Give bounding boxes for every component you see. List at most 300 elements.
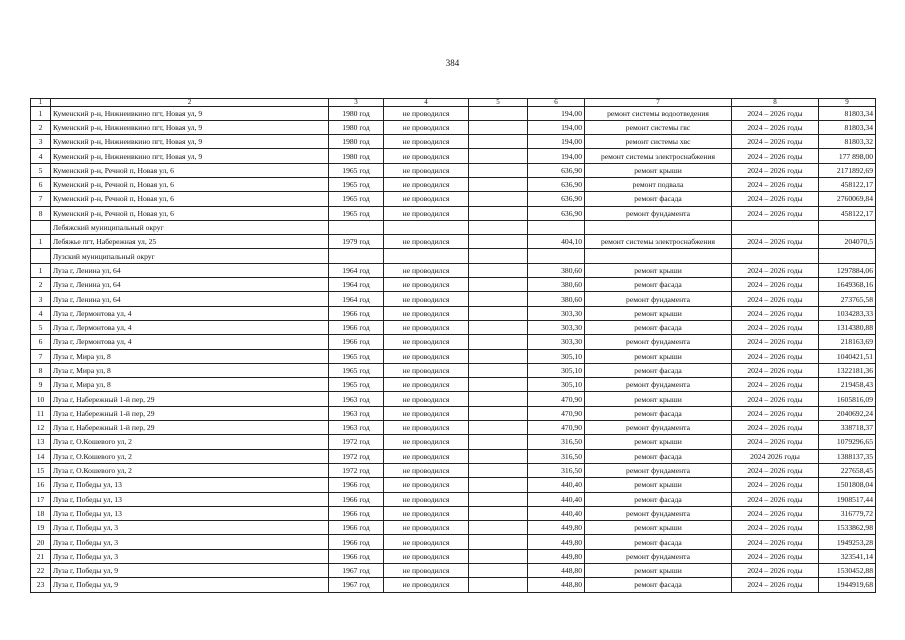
table-row (31, 292, 876, 306)
cost-cell: 1322181,36 (819, 363, 876, 377)
column-5-cell (469, 521, 528, 535)
area-cell: 380,60 (528, 278, 585, 292)
year-built-cell: 1967 год (329, 578, 384, 592)
area-cell: 440,40 (528, 506, 585, 520)
column-header: 1 (31, 99, 51, 107)
work-type-cell: ремонт фундамента (585, 421, 732, 435)
area-cell: 449,80 (528, 521, 585, 535)
address-cell: Луза г, Лермонтова ул, 4 (51, 320, 329, 334)
last-repair-cell: не проводился (384, 478, 469, 492)
period-cell: 2024 – 2026 годы (732, 320, 819, 334)
last-repair-cell: не проводился (384, 535, 469, 549)
row-number-cell: 8 (31, 363, 51, 377)
period-cell: 2024 – 2026 годы (732, 106, 819, 120)
last-repair-cell: не проводился (384, 306, 469, 320)
last-repair-cell: не проводился (384, 421, 469, 435)
last-repair-cell: не проводился (384, 335, 469, 349)
address-cell: Луза г, Победы ул, 9 (51, 564, 329, 578)
cost-cell: 1944919,68 (819, 578, 876, 592)
address-cell: Луза г, Победы ул, 3 (51, 521, 329, 535)
period-cell: 2024 – 2026 годы (732, 235, 819, 249)
last-repair-cell: не проводился (384, 149, 469, 163)
cost-cell: 177 898,00 (819, 149, 876, 163)
empty-cell (329, 220, 384, 234)
empty-cell (384, 249, 469, 263)
last-repair-cell: не проводился (384, 363, 469, 377)
row-number-cell: 15 (31, 463, 51, 477)
table-row (31, 406, 876, 420)
last-repair-cell: не проводился (384, 406, 469, 420)
table-row (31, 120, 876, 134)
last-repair-cell: не проводился (384, 449, 469, 463)
year-built-cell: 1965 год (329, 349, 384, 363)
address-cell: Луза г, Ленина ул, 64 (51, 278, 329, 292)
period-cell: 2024 – 2026 годы (732, 492, 819, 506)
area-cell: 636,90 (528, 206, 585, 220)
table-row (31, 478, 876, 492)
address-cell: Луза г, Ленина ул, 64 (51, 263, 329, 277)
table-row (31, 521, 876, 535)
address-cell: Луза г, Набережный 1-й пер, 29 (51, 421, 329, 435)
column-5-cell (469, 421, 528, 435)
last-repair-cell: не проводился (384, 192, 469, 206)
cost-cell: 1530452,88 (819, 564, 876, 578)
row-number-cell: 13 (31, 435, 51, 449)
last-repair-cell: не проводился (384, 120, 469, 134)
work-type-cell: ремонт крыши (585, 349, 732, 363)
row-number-cell: 5 (31, 320, 51, 334)
cost-cell: 1949253,28 (819, 535, 876, 549)
work-type-cell: ремонт фасада (585, 320, 732, 334)
area-cell: 316,50 (528, 449, 585, 463)
empty-cell (819, 249, 876, 263)
column-5-cell (469, 406, 528, 420)
area-cell: 404,10 (528, 235, 585, 249)
address-cell: Луза г, Победы ул, 13 (51, 492, 329, 506)
period-cell: 2024 – 2026 годы (732, 135, 819, 149)
row-number-cell: 6 (31, 177, 51, 191)
column-header: 3 (329, 99, 384, 107)
year-built-cell: 1966 год (329, 521, 384, 535)
repair-program-table (30, 98, 876, 593)
area-cell: 449,80 (528, 535, 585, 549)
cost-cell: 323541,14 (819, 549, 876, 563)
year-built-cell: 1972 год (329, 463, 384, 477)
last-repair-cell: не проводился (384, 549, 469, 563)
empty-cell (585, 249, 732, 263)
year-built-cell: 1966 год (329, 535, 384, 549)
area-cell: 470,90 (528, 392, 585, 406)
period-cell: 2024 2026 годы (732, 449, 819, 463)
row-number-cell: 21 (31, 549, 51, 563)
work-type-cell: ремонт фундамента (585, 506, 732, 520)
empty-cell (819, 220, 876, 234)
row-number-cell: 11 (31, 406, 51, 420)
year-built-cell: 1965 год (329, 163, 384, 177)
table-row (31, 506, 876, 520)
address-cell: Луза г, Набережный 1-й пер, 29 (51, 392, 329, 406)
column-header: 7 (585, 99, 732, 107)
table-row (31, 278, 876, 292)
cost-cell: 1388137,35 (819, 449, 876, 463)
table-row (31, 235, 876, 249)
area-cell: 470,90 (528, 406, 585, 420)
table-row (31, 349, 876, 363)
cost-cell: 81803,34 (819, 120, 876, 134)
year-built-cell: 1972 год (329, 435, 384, 449)
year-built-cell: 1980 год (329, 135, 384, 149)
column-header: 5 (469, 99, 528, 107)
address-cell: Луза г, Лермонтова ул, 4 (51, 335, 329, 349)
address-cell: Луза г, Победы ул, 13 (51, 478, 329, 492)
cost-cell: 1034283,33 (819, 306, 876, 320)
cost-cell: 1605816,09 (819, 392, 876, 406)
work-type-cell: ремонт крыши (585, 478, 732, 492)
area-cell: 636,90 (528, 177, 585, 191)
table-row (31, 306, 876, 320)
year-built-cell: 1963 год (329, 392, 384, 406)
cost-cell: 204070,5 (819, 235, 876, 249)
last-repair-cell: не проводился (384, 435, 469, 449)
period-cell: 2024 – 2026 годы (732, 435, 819, 449)
work-type-cell: ремонт крыши (585, 564, 732, 578)
year-built-cell: 1979 год (329, 235, 384, 249)
cost-cell: 338718,37 (819, 421, 876, 435)
year-built-cell: 1963 год (329, 406, 384, 420)
address-cell: Лебяжье пгт, Набережная ул, 25 (51, 235, 329, 249)
row-number-cell: 4 (31, 149, 51, 163)
period-cell: 2024 – 2026 годы (732, 478, 819, 492)
period-cell: 2024 – 2026 годы (732, 363, 819, 377)
column-header: 6 (528, 99, 585, 107)
year-built-cell: 1963 год (329, 421, 384, 435)
year-built-cell: 1966 год (329, 478, 384, 492)
last-repair-cell: не проводился (384, 349, 469, 363)
address-cell: Луза г, Лермонтова ул, 4 (51, 306, 329, 320)
work-type-cell: ремонт системы хвс (585, 135, 732, 149)
address-cell: Луза г, Победы ул, 9 (51, 578, 329, 592)
cost-cell: 1501808,04 (819, 478, 876, 492)
period-cell: 2024 – 2026 годы (732, 192, 819, 206)
last-repair-cell: не проводился (384, 106, 469, 120)
area-cell: 449,80 (528, 549, 585, 563)
area-cell: 305,10 (528, 349, 585, 363)
year-built-cell: 1966 год (329, 335, 384, 349)
table-row (31, 320, 876, 334)
cost-cell: 2171892,69 (819, 163, 876, 177)
year-built-cell: 1980 год (329, 149, 384, 163)
row-number-cell: 5 (31, 163, 51, 177)
table-row (31, 578, 876, 592)
last-repair-cell: не проводился (384, 463, 469, 477)
table-row (31, 135, 876, 149)
row-number-cell: 9 (31, 378, 51, 392)
work-type-cell: ремонт системы электроснабжения (585, 235, 732, 249)
row-number-cell: 2 (31, 278, 51, 292)
cost-cell: 2760069,84 (819, 192, 876, 206)
last-repair-cell: не проводился (384, 278, 469, 292)
cost-cell: 81803,32 (819, 135, 876, 149)
work-type-cell: ремонт крыши (585, 521, 732, 535)
column-5-cell (469, 449, 528, 463)
address-cell: Луза г, Мира ул, 8 (51, 363, 329, 377)
empty-cell (732, 220, 819, 234)
empty-cell (469, 220, 528, 234)
area-cell: 316,50 (528, 435, 585, 449)
last-repair-cell: не проводился (384, 378, 469, 392)
row-number-cell: 8 (31, 206, 51, 220)
address-cell: Луза г, Мира ул, 8 (51, 349, 329, 363)
work-type-cell: ремонт крыши (585, 163, 732, 177)
cost-cell: 273765,58 (819, 292, 876, 306)
year-built-cell: 1964 год (329, 292, 384, 306)
work-type-cell: ремонт фундамента (585, 335, 732, 349)
cost-cell: 1079296,65 (819, 435, 876, 449)
section-row (31, 220, 876, 234)
address-cell: Куменский р-н, Речной п, Новая ул, 6 (51, 206, 329, 220)
row-number-cell: 14 (31, 449, 51, 463)
work-type-cell: ремонт фасада (585, 449, 732, 463)
column-5-cell (469, 506, 528, 520)
last-repair-cell: не проводился (384, 292, 469, 306)
row-number-cell: 12 (31, 421, 51, 435)
period-cell: 2024 – 2026 годы (732, 506, 819, 520)
period-cell: 2024 – 2026 годы (732, 349, 819, 363)
period-cell: 2024 – 2026 годы (732, 177, 819, 191)
column-5-cell (469, 349, 528, 363)
period-cell: 2024 – 2026 годы (732, 163, 819, 177)
section-title: Лебяжский муниципальный округ (51, 220, 329, 234)
empty-cell (528, 220, 585, 234)
area-cell: 194,00 (528, 149, 585, 163)
table-row (31, 206, 876, 220)
address-cell: Куменский р-н, Речной п, Новая ул, 6 (51, 163, 329, 177)
cost-cell: 1533862,98 (819, 521, 876, 535)
period-cell: 2024 – 2026 годы (732, 120, 819, 134)
work-type-cell: ремонт крыши (585, 263, 732, 277)
work-type-cell: ремонт фасада (585, 192, 732, 206)
area-cell: 305,10 (528, 378, 585, 392)
address-cell: Луза г, Мира ул, 8 (51, 378, 329, 392)
last-repair-cell: не проводился (384, 135, 469, 149)
period-cell: 2024 – 2026 годы (732, 306, 819, 320)
table-row (31, 549, 876, 563)
last-repair-cell: не проводился (384, 492, 469, 506)
table-row (31, 435, 876, 449)
row-number-cell: 16 (31, 478, 51, 492)
row-number-cell: 2 (31, 120, 51, 134)
period-cell: 2024 – 2026 годы (732, 278, 819, 292)
address-cell: Куменский р-н, Нижнеивкино пгт, Новая ул, 9 (51, 135, 329, 149)
cost-cell: 81803,34 (819, 106, 876, 120)
empty-cell (528, 249, 585, 263)
column-5-cell (469, 564, 528, 578)
section-number-cell (31, 220, 51, 234)
period-cell: 2024 – 2026 годы (732, 578, 819, 592)
address-cell: Луза г, О.Кошевого ул, 2 (51, 449, 329, 463)
table-row (31, 392, 876, 406)
cost-cell: 1908517,44 (819, 492, 876, 506)
table-row (31, 492, 876, 506)
year-built-cell: 1965 год (329, 192, 384, 206)
column-5-cell (469, 492, 528, 506)
year-built-cell: 1980 год (329, 120, 384, 134)
empty-cell (585, 220, 732, 234)
work-type-cell: ремонт фундамента (585, 463, 732, 477)
area-cell: 440,40 (528, 492, 585, 506)
section-row (31, 249, 876, 263)
address-cell: Луза г, Победы ул, 3 (51, 535, 329, 549)
area-cell: 194,00 (528, 135, 585, 149)
row-number-cell: 1 (31, 263, 51, 277)
area-cell: 303,30 (528, 335, 585, 349)
column-5-cell (469, 106, 528, 120)
work-type-cell: ремонт подвала (585, 177, 732, 191)
cost-cell: 1649368,16 (819, 278, 876, 292)
cost-cell: 2040692,24 (819, 406, 876, 420)
work-type-cell: ремонт фасада (585, 535, 732, 549)
last-repair-cell: не проводился (384, 521, 469, 535)
area-cell: 380,60 (528, 263, 585, 277)
period-cell: 2024 – 2026 годы (732, 521, 819, 535)
cost-cell: 458122,17 (819, 206, 876, 220)
cost-cell: 316779,72 (819, 506, 876, 520)
year-built-cell: 1964 год (329, 263, 384, 277)
table-row (31, 149, 876, 163)
last-repair-cell: не проводился (384, 506, 469, 520)
period-cell: 2024 – 2026 годы (732, 421, 819, 435)
column-header: 4 (384, 99, 469, 107)
column-5-cell (469, 363, 528, 377)
row-number-cell: 17 (31, 492, 51, 506)
cost-cell: 1297884,06 (819, 263, 876, 277)
column-5-cell (469, 535, 528, 549)
row-number-cell: 3 (31, 292, 51, 306)
cost-cell: 1314380,88 (819, 320, 876, 334)
area-cell: 470,90 (528, 421, 585, 435)
row-number-cell: 6 (31, 335, 51, 349)
cost-cell: 1040421,51 (819, 349, 876, 363)
table-row (31, 421, 876, 435)
table-row (31, 535, 876, 549)
address-cell: Куменский р-н, Нижнеивкино пгт, Новая ул, 9 (51, 149, 329, 163)
page-number: 384 (445, 58, 460, 68)
address-cell: Куменский р-н, Речной п, Новая ул, 6 (51, 192, 329, 206)
work-type-cell: ремонт фундамента (585, 378, 732, 392)
column-5-cell (469, 235, 528, 249)
work-type-cell: ремонт фасада (585, 363, 732, 377)
period-cell: 2024 – 2026 годы (732, 392, 819, 406)
area-cell: 194,00 (528, 120, 585, 134)
table-row (31, 564, 876, 578)
row-number-cell: 20 (31, 535, 51, 549)
year-built-cell: 1972 год (329, 449, 384, 463)
address-cell: Луза г, О.Кошевого ул, 2 (51, 435, 329, 449)
area-cell: 303,30 (528, 306, 585, 320)
work-type-cell: ремонт системы гвс (585, 120, 732, 134)
empty-cell (469, 249, 528, 263)
table-row (31, 449, 876, 463)
year-built-cell: 1966 год (329, 320, 384, 334)
column-5-cell (469, 578, 528, 592)
column-5-cell (469, 177, 528, 191)
period-cell: 2024 – 2026 годы (732, 149, 819, 163)
column-5-cell (469, 549, 528, 563)
empty-cell (329, 249, 384, 263)
year-built-cell: 1966 год (329, 549, 384, 563)
section-number-cell (31, 249, 51, 263)
column-5-cell (469, 163, 528, 177)
table-row (31, 378, 876, 392)
period-cell: 2024 – 2026 годы (732, 549, 819, 563)
work-type-cell: ремонт фасада (585, 278, 732, 292)
area-cell: 303,30 (528, 320, 585, 334)
period-cell: 2024 – 2026 годы (732, 535, 819, 549)
period-cell: 2024 – 2026 годы (732, 463, 819, 477)
table-row (31, 192, 876, 206)
year-built-cell: 1980 год (329, 106, 384, 120)
last-repair-cell: не проводился (384, 320, 469, 334)
work-type-cell: ремонт фасада (585, 492, 732, 506)
area-cell: 448,80 (528, 564, 585, 578)
area-cell: 440,40 (528, 478, 585, 492)
column-5-cell (469, 278, 528, 292)
row-number-cell: 1 (31, 235, 51, 249)
table-row (31, 177, 876, 191)
column-header: 9 (819, 99, 876, 107)
area-cell: 448,80 (528, 578, 585, 592)
table-row (31, 163, 876, 177)
empty-cell (732, 249, 819, 263)
address-cell: Куменский р-н, Нижнеивкино пгт, Новая ул, 9 (51, 120, 329, 134)
period-cell: 2024 – 2026 годы (732, 406, 819, 420)
column-5-cell (469, 120, 528, 134)
column-5-cell (469, 378, 528, 392)
row-number-cell: 3 (31, 135, 51, 149)
address-cell: Куменский р-н, Речной п, Новая ул, 6 (51, 177, 329, 191)
address-cell: Куменский р-н, Нижнеивкино пгт, Новая ул, 9 (51, 106, 329, 120)
area-cell: 316,50 (528, 463, 585, 477)
column-5-cell (469, 435, 528, 449)
area-cell: 636,90 (528, 192, 585, 206)
table-row (31, 263, 876, 277)
column-5-cell (469, 192, 528, 206)
cost-cell: 227658,45 (819, 463, 876, 477)
address-cell: Луза г, О.Кошевого ул, 2 (51, 463, 329, 477)
work-type-cell: ремонт крыши (585, 392, 732, 406)
work-type-cell: ремонт крыши (585, 306, 732, 320)
work-type-cell: ремонт системы электроснабжения (585, 149, 732, 163)
row-number-cell: 22 (31, 564, 51, 578)
table-row (31, 363, 876, 377)
year-built-cell: 1965 год (329, 206, 384, 220)
column-header: 2 (51, 99, 329, 107)
period-cell: 2024 – 2026 годы (732, 564, 819, 578)
row-number-cell: 7 (31, 349, 51, 363)
address-cell: Луза г, Победы ул, 3 (51, 549, 329, 563)
area-cell: 194,00 (528, 106, 585, 120)
last-repair-cell: не проводился (384, 177, 469, 191)
table-row (31, 335, 876, 349)
year-built-cell: 1965 год (329, 177, 384, 191)
address-cell: Луза г, Победы ул, 13 (51, 506, 329, 520)
column-5-cell (469, 149, 528, 163)
year-built-cell: 1967 год (329, 564, 384, 578)
table-row (31, 463, 876, 477)
row-number-cell: 7 (31, 192, 51, 206)
row-number-cell: 18 (31, 506, 51, 520)
year-built-cell: 1964 год (329, 278, 384, 292)
